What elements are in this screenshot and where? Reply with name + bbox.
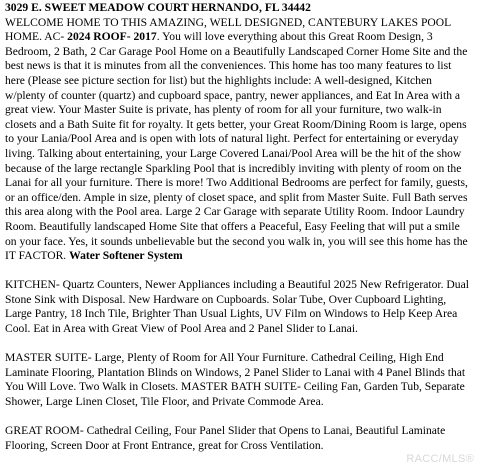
- intro-text-body: . You will love everything about this Great Room Design, 3 Bedroom, 2 Bath, 2 Car Garage Pool Home on a Beautifully Landscaped Corner Home Site and the best news is that it is minutes from all the conveniences. This home has too many features to list here (Please see picture section for list) but the highlights include: A well-designed, Kitchen w/plenty of counter (quartz) and cupboard space, pantry, newer appliances, and Eat In Area with a great view. Your Master Suite is private, has plenty of room for all your furniture, two walk-in closets and a Bath Suite fit for royalty. It gets better, your Great Room/Dining Room is large, opens to your Lania/Pool Area and is open with lots of natural light. Perfect for entertaining or everyday living. Talking about entertaining, your Large Covered Lanai/Pool Area will be the hit of the show because of the large rectangle Sparkling Pool that is incredibly inviting with plenty of room on the Lanai for all your furniture. There is more! Two Additional Bedrooms are perfect for family, guests, or an office/den. Ample in size, plenty of closet space, and split from Master Suite. Full Bath serves this area along with the Pool area. Large 2 Car Garage with separate Utility Room. Indoor Laundry Room. Beautifully landscaped Home Site that offers a Peaceful, Easy Feeling that will put a smile on your face. Yes, it sounds unbelievable but the second you walk in, you will see this home has the IT FACTOR.: [5, 30, 468, 263]
- ac-year: 2024: [67, 30, 91, 44]
- roof-year: - 2017: [126, 30, 157, 44]
- mls-watermark: RACC/MLS®: [406, 453, 474, 466]
- property-address: 3029 E. SWEET MEADOW COURT HERNANDO, FL 34442: [5, 1, 311, 14]
- roof-label: ROOF: [90, 30, 127, 44]
- master-suite-paragraph: MASTER SUITE- Large, Plenty of Room for All Your Furniture. Cathedral Ceiling, High End Laminate Flooring, Plantation Blinds on Windows, 2 Panel Slider to Lanai with 4 Panel Blinds that You Will Love. Two Walk in Closets. MASTER BATH SUITE- Ceiling Fan, Garden Tub, Separate Shower, Large Linen Closet, Tile Floor, and Private Commode Area.: [5, 351, 466, 409]
- intro-paragraph: [5, 16, 473, 264]
- listing-document: [5, 1, 473, 468]
- kitchen-paragraph: KITCHEN- Quartz Counters, Newer Appliances including a Beautiful 2025 New Refrigerator. Dual Stone Sink with Disposal. New Hardware on Cupboards. Solar Tube, Over Cupboard Lighting, Large Pantry, 18 Inch Tile, Brighter Than Usual Lights, UV Film on Windows to Help Keep Area Cool. Eat in Area with Great View of Pool Area and 2 Panel Slider to Lanai.: [5, 278, 469, 336]
- intro-text-start: WELCOME HOME TO THIS AMAZING, WELL DESIGNED, CANTEBURY LAKES POOL HOME. AC-: [5, 15, 451, 44]
- great-room-paragraph: GREAT ROOM- Cathedral Ceiling, Four Panel Slider that Opens to Lanai, Beautiful Laminate Flooring, Screen Door at Front Entrance, great for Cross Ventilation.: [5, 424, 446, 452]
- water-softener-note: Water Softener System: [69, 249, 183, 263]
